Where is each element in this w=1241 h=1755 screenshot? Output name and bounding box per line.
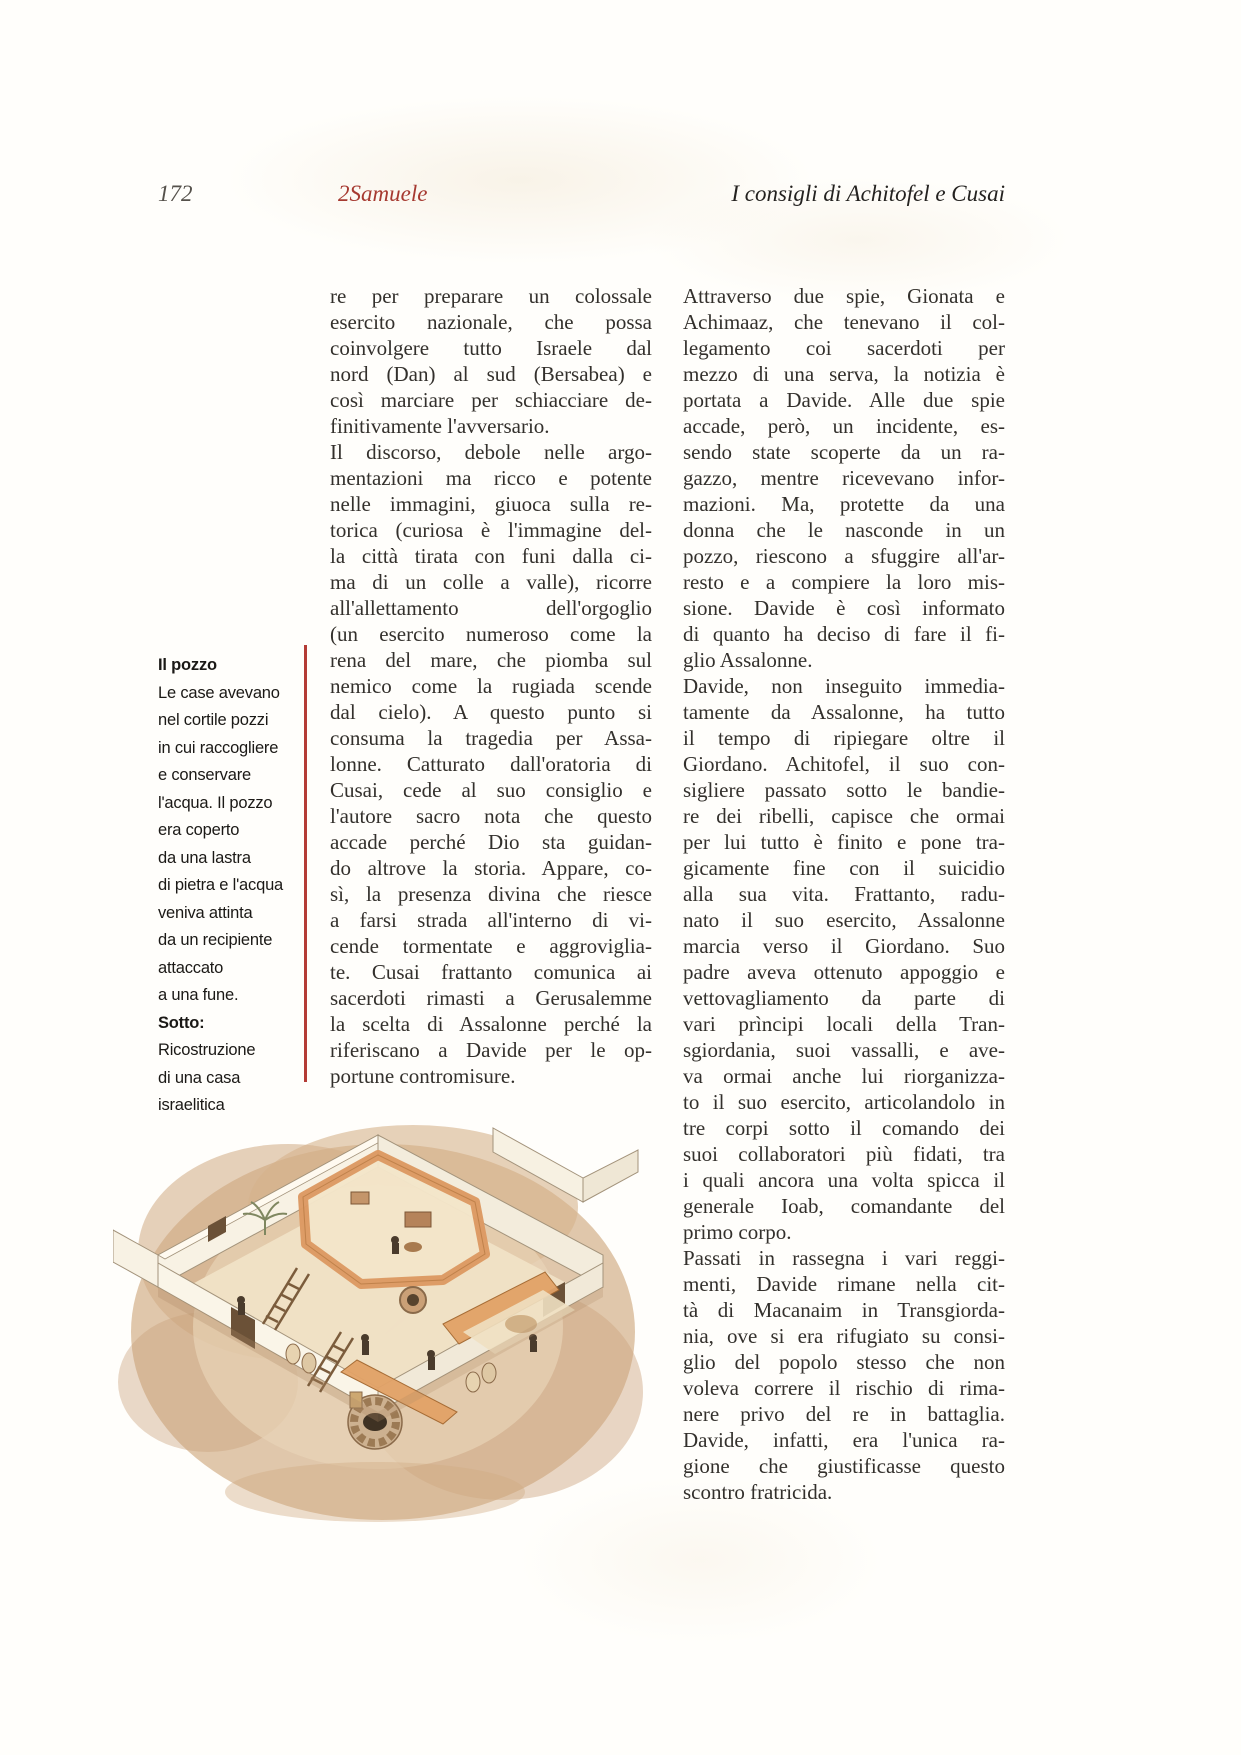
text-line: Davide, infatti, era l'unica ra- xyxy=(683,1428,1005,1452)
text-line: nelle immagini, giuoca sulla re- xyxy=(330,492,652,516)
margin-note-caption-label: Sotto: xyxy=(158,1013,205,1032)
text-line: glio Assalonne. xyxy=(683,648,813,672)
text-line: consuma la tragedia per Assa- xyxy=(330,726,652,750)
text-line: marcia verso il Giordano. Suo xyxy=(683,934,1005,958)
text-line: nemico come la rugiada scende xyxy=(330,674,652,698)
text-line: re dei ribelli, capisce che ormai xyxy=(683,804,1005,828)
paragraph xyxy=(330,283,652,439)
margin-note-line: l'acqua. Il pozzo xyxy=(158,793,273,812)
margin-note-line: di una casa xyxy=(158,1068,241,1087)
margin-note-line: Ricostruzione xyxy=(158,1041,256,1059)
text-line: padre aveva ottenuto appoggio e xyxy=(683,960,1005,984)
text-line: nia, ove si era rifugiato su consi- xyxy=(683,1324,1005,1348)
text-line: nato il suo esercito, Assalonne xyxy=(683,908,1005,932)
text-line: cende tormentate e aggroviglia- xyxy=(330,934,652,958)
text-line: nere privo del re in battaglia. xyxy=(683,1402,1005,1426)
margin-note-line: israelitica xyxy=(158,1096,225,1114)
text-line: mazioni. Ma, protette da una xyxy=(683,492,1005,516)
text-line: portata a Davide. Alle due spie xyxy=(683,388,1005,412)
text-line: rena del mare, che piomba sul xyxy=(330,648,652,672)
text-line: tre corpi sotto il comando dei xyxy=(683,1116,1005,1140)
text-line: per lui tutto è finito e pone tra- xyxy=(683,830,1005,854)
text-line: Il discorso, debole nelle argo- xyxy=(330,440,652,464)
text-line: la scelta di Assalonne perché la xyxy=(330,1012,652,1036)
text-column-right xyxy=(683,283,1005,1505)
text-line: menti, Davide rimane nella cit- xyxy=(683,1272,1005,1296)
house-reconstruction-illustration xyxy=(113,1092,643,1537)
text-line: all'allettamento dell'orgoglio xyxy=(330,596,652,620)
text-line: tamente da Assalonne, ha tutto xyxy=(683,700,1005,724)
text-line: finitivamente l'avversario. xyxy=(330,414,550,438)
text-line: riferiscano a Davide per le op- xyxy=(330,1038,652,1062)
text-line: vari prìncipi locali della Tran- xyxy=(683,1012,1005,1036)
text-line: la città tirata con funi dalla ci- xyxy=(330,544,652,568)
text-line: lonne. Catturato dall'oratoria di xyxy=(330,752,652,776)
text-line: nord (Dan) al sud (Bersabea) e xyxy=(330,362,652,386)
margin-note-line: da un recipiente xyxy=(158,931,273,949)
paragraph xyxy=(683,283,1005,673)
margin-note-title: Il pozzo xyxy=(158,656,217,674)
margin-note xyxy=(158,652,310,1120)
sidebar-red-rule xyxy=(304,645,307,1082)
text-line: resto e a compiere la loro mis- xyxy=(683,570,1005,594)
text-line: esercito nazionale, che possa xyxy=(330,310,652,334)
margin-note-line: era coperto xyxy=(158,821,240,839)
margin-note-line: attaccato xyxy=(158,958,224,977)
text-line: legamento coi sacerdoti per xyxy=(683,336,1005,360)
text-line: sione. Davide è così informato xyxy=(683,596,1005,620)
text-line: torica (curiosa è l'immagine del- xyxy=(330,518,652,542)
margin-note-line: in cui raccogliere xyxy=(158,738,279,757)
text-line: re per preparare un colossale xyxy=(330,284,652,308)
margin-note-line: nel cortile pozzi xyxy=(158,711,269,729)
text-line: i quali ancora una volta spicca il xyxy=(683,1168,1005,1192)
text-line: primo corpo. xyxy=(683,1220,792,1244)
text-line: Attraverso due spie, Gionata e xyxy=(683,284,1005,308)
text-line: mezzo di una serva, la notizia è xyxy=(683,362,1005,386)
text-line: Passati in rassegna i vari reggi- xyxy=(683,1246,1005,1270)
text-line: sacerdoti rimasti a Gerusalemme xyxy=(330,986,652,1010)
text-line: sì, la presenza divina che riesce xyxy=(330,882,652,906)
paragraph xyxy=(330,439,652,1089)
text-line: Davide, non inseguito immedia- xyxy=(683,674,1005,698)
text-line: alla sua vita. Frattanto, radu- xyxy=(683,882,1005,906)
text-line: suoi collaboratori più fidati, tra xyxy=(683,1142,1005,1166)
text-line: glio del popolo stesso che non xyxy=(683,1350,1005,1374)
text-line: coinvolgere tutto Israele dal xyxy=(330,336,652,360)
text-line: gazzo, mentre ricevevano infor- xyxy=(683,466,1005,490)
text-line: donna che le nasconde in un xyxy=(683,518,1005,542)
text-line: (un esercito numeroso come la xyxy=(330,622,652,646)
text-line: sendo state scoperte da un ra- xyxy=(683,440,1005,464)
text-line: portune contromisure. xyxy=(330,1064,516,1088)
chapter-title: I consigli di Achitofel e Cusai xyxy=(731,181,1005,206)
text-line: voleva correre il rischio di rima- xyxy=(683,1376,1005,1400)
margin-note-line: e conservare xyxy=(158,766,251,784)
text-line: va ormai anche lui riorganizza- xyxy=(683,1064,1005,1088)
paragraph xyxy=(683,1245,1005,1505)
margin-note-body xyxy=(158,680,310,1010)
text-line: te. Cusai frattanto comunica ai xyxy=(330,960,652,984)
text-line: to il suo esercito, articolandolo in xyxy=(683,1090,1005,1114)
text-line: pozzo, riescono a sfuggire all'ar- xyxy=(683,544,1005,568)
text-line: accade, però, un incidente, es- xyxy=(683,414,1005,438)
text-line: il tempo di ripiegare oltre il xyxy=(683,726,1005,750)
text-line: vettovagliamento da parte di xyxy=(683,986,1005,1010)
page-number: 172 xyxy=(158,181,193,206)
text-line: Cusai, cede al suo consiglio e xyxy=(330,778,652,802)
text-line: gicamente fine con il suicidio xyxy=(683,856,1005,880)
text-line: dal cielo). A questo punto si xyxy=(330,700,652,724)
book-title: 2Samuele xyxy=(338,181,428,206)
text-line: generale Ioab, comandante del xyxy=(683,1194,1005,1218)
text-line: mentazioni ma ricco e potente xyxy=(330,466,652,490)
text-line: accade perché Dio sta guidan- xyxy=(330,830,652,854)
text-column-left xyxy=(330,283,652,1089)
margin-note-line: a una fune. xyxy=(158,986,239,1004)
text-line: sgiordania, suoi vassalli, e ave- xyxy=(683,1038,1005,1062)
margin-note-line: veniva attinta xyxy=(158,903,253,922)
text-line: così marciare per schiacciare de- xyxy=(330,388,652,412)
paragraph xyxy=(683,673,1005,1245)
text-line: di quanto ha deciso di fare il fi- xyxy=(683,622,1005,646)
text-line: l'autore sacro nota che questo xyxy=(330,804,652,828)
text-line: tà di Macanaim in Transgiorda- xyxy=(683,1298,1005,1322)
text-line: scontro fratricida. xyxy=(683,1480,833,1504)
text-line: Achimaaz, che tenevano il col- xyxy=(683,310,1005,334)
text-line: sigliere passato sotto le bandie- xyxy=(683,778,1005,802)
margin-note-line: Le case avevano xyxy=(158,683,280,702)
text-line: a farsi strada all'interno di vi- xyxy=(330,908,652,932)
text-line: gione che giustificasse questo xyxy=(683,1454,1005,1478)
margin-note-line: da una lastra xyxy=(158,848,251,867)
text-line: Giordano. Achitofel, il suo con- xyxy=(683,752,1005,776)
text-line: do altrove la storia. Appare, co- xyxy=(330,856,652,880)
text-line: ma di un colle a valle), ricorre xyxy=(330,570,652,594)
margin-note-line: di pietra e l'acqua xyxy=(158,876,284,894)
